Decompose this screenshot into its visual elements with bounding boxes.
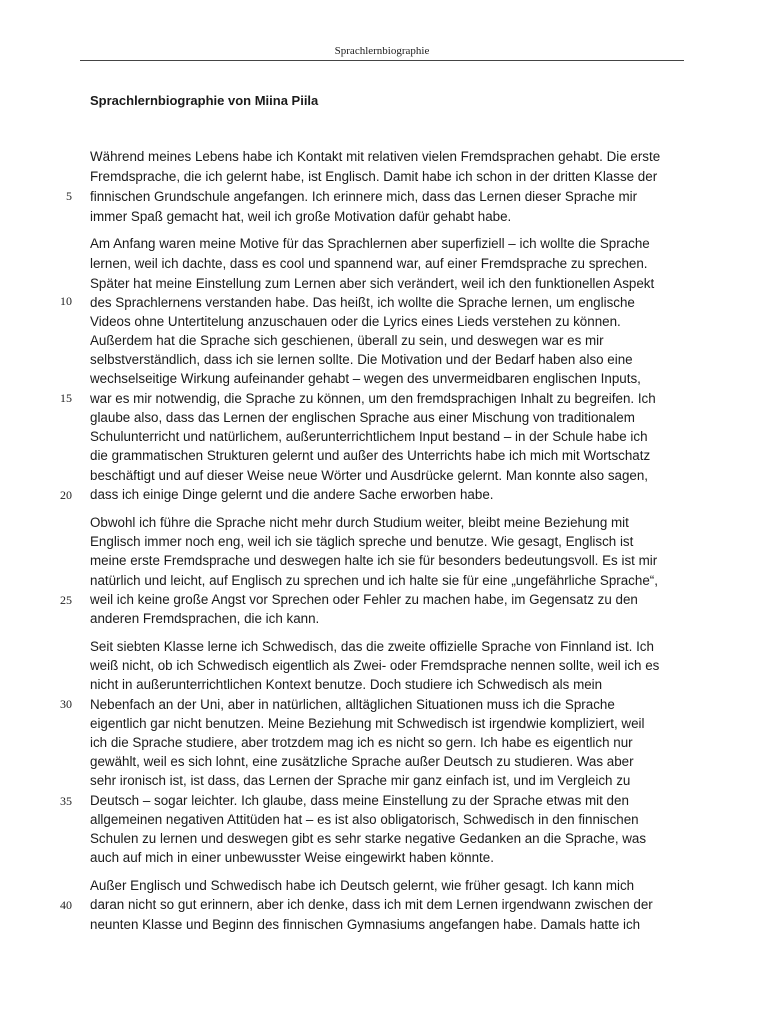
- text-line: Obwohl ich führe die Sprache nicht mehr durch Studium weiter, bleibt meine Beziehung mit: [90, 515, 629, 530]
- text-line: Während meines Lebens habe ich Kontakt mit relativen vielen Fremdsprachen gehabt. Die erste: [90, 149, 661, 164]
- header-title: Sprachlernbiographie: [334, 45, 430, 57]
- text-line: anderen Fremdsprachen, die ich kann.: [90, 611, 320, 626]
- line-number: 15: [60, 391, 72, 405]
- text-line: allgemeinen negativen Attitüden hat – es ist also obligatorisch, Schwedisch in den finnischen: [90, 812, 639, 827]
- text-line: sehr ironisch ist, ist dass, das Lernen der Sprache mir ganz einfach ist, und im Vergleich zu: [90, 773, 631, 788]
- text-line: Fremdsprache, die ich gelernt habe, ist Englisch. Damit habe ich schon in der dritten Klasse der: [90, 169, 658, 184]
- text-line: Nebenfach an der Uni, aber in natürlichen, alltäglichen Situationen muss ich die Sprache: [90, 697, 615, 712]
- text-line: gewählt, weil es sich lohnt, eine zusätzliche Sprache außer Deutsch zu studieren. Was aber: [90, 754, 634, 769]
- text-line: Am Anfang waren meine Motive für das Sprachlernen aber superfiziell – ich wollte die Sprache: [90, 236, 650, 251]
- text-line: Seit siebten Klasse lerne ich Schwedisch, das die zweite offizielle Sprache von Finnland ist. Ich: [90, 639, 654, 654]
- text-line: Außerdem hat die Sprache sich geschienen, überall zu sein, und deswegen war es mir: [90, 333, 604, 348]
- text-line: die grammatischen Strukturen gelernt und außer des Unterrichts habe ich mich mit Wortschatz: [90, 448, 651, 463]
- text-line: immer Spaß gemacht hat, weil ich große Motivation dafür gehabt habe.: [90, 209, 512, 224]
- text-line: natürlich und leicht, auf Englisch zu sprechen und ich halte sie für eine „ungefährliche Sprache“,: [90, 573, 658, 588]
- text-line: lernen, weil ich dachte, dass es cool und spannend war, auf einer Fremdsprache zu sprechen.: [90, 256, 648, 271]
- line-number: 40: [60, 898, 72, 912]
- text-line: auch auf mich in einer unbewusster Weise eingewirkt haben könnte.: [90, 850, 494, 865]
- line-number: 35: [60, 794, 72, 808]
- text-line: Außer Englisch und Schwedisch habe ich Deutsch gelernt, wie früher gesagt. Ich kann mich: [90, 878, 635, 893]
- text-line: Schulen zu lernen und deswegen gibt es sehr starke negative Gedanken an die Sprache, was: [90, 831, 647, 846]
- text-line: ich die Sprache studiere, aber trotzdem mag ich es nicht so gern. Ich habe es eigentlich nur: [90, 735, 633, 750]
- line-number: 20: [60, 488, 72, 502]
- text-line: selbstverständlich, dass ich sie lernen sollte. Die Motivation und der Bedarf haben also eine: [90, 352, 633, 367]
- text-line: eigentlich gar nicht benutzen. Meine Beziehung mit Schwedisch ist irgendwie kompliziert, weil: [90, 716, 645, 731]
- document-title: Sprachlernbiographie von Miina Piila: [90, 93, 319, 108]
- text-line: weiß nicht, ob ich Schwedisch eigentlich als Zwei- oder Fremdsprache nennen sollte, weil ich es: [90, 658, 660, 673]
- text-line: meine erste Fremdsprache und deswegen halte ich sie für besonders bedeutungsvoll. Es ist mir: [90, 553, 658, 568]
- text-line: dass ich einige Dinge gelernt und die andere Sache erworben habe.: [90, 487, 494, 502]
- line-number: 30: [60, 697, 72, 711]
- text-line: nicht in außerunterrichtlichen Kontext benutze. Doch studiere ich Schwedisch als mein: [90, 677, 603, 692]
- text-line: neunten Klasse und Beginn des finnischen Gymnasiums angefangen habe. Damals hatte ich: [90, 917, 641, 932]
- text-line: Englisch immer noch eng, weil ich sie täglich spreche und benutze. Wie gesagt, Englisch ist: [90, 534, 634, 549]
- line-number: 5: [66, 189, 72, 203]
- text-line: beschäftigt und auf dieser Weise neue Wörter und Ausdrücke gelernt. Man konnte also sagen,: [90, 468, 649, 483]
- line-number: 10: [60, 294, 72, 308]
- text-line: glaube also, dass das Lernen der englischen Sprache aus einer Mischung von traditionalem: [90, 410, 635, 425]
- text-line: wechselseitige Wirkung aufeinander gehabt – wegen des unvermeidbaren englischen Inputs,: [90, 371, 641, 386]
- text-line: des Sprachlernens verstanden habe. Das heißt, ich wollte die Sprache lernen, um englische: [90, 295, 635, 310]
- header-rule: [80, 60, 684, 61]
- text-line: finnischen Grundschule angefangen. Ich erinnere mich, dass das Lernen dieser Sprache mir: [90, 189, 638, 204]
- text-line: Schulunterricht und natürlichem, außerunterrichtlichem Input bestand – in der Schule habe ich: [90, 429, 648, 444]
- text-line: daran nicht so gut erinnern, aber ich denke, dass ich mit dem Lernen irgendwann zwischen der: [90, 897, 653, 912]
- line-number: 25: [60, 593, 72, 607]
- text-line: weil ich keine große Angst vor Sprechen oder Fehler zu machen habe, im Gegensatz zu den: [90, 592, 638, 607]
- text-line: Später hat meine Einstellung zum Lernen aber sich verändert, weil ich den funktionellen Aspekt: [90, 276, 655, 291]
- text-line: war es mir notwendig, die Sprache zu können, um den fremdsprachigen Inhalt zu begreifen. Ich: [90, 391, 656, 406]
- text-line: Videos ohne Untertitelung anzuschauen oder die Lyrics eines Lieds verstehen zu können.: [90, 314, 621, 329]
- text-line: Deutsch – sogar leichter. Ich glaube, dass meine Einstellung zu der Sprache etwas mit den: [90, 793, 629, 808]
